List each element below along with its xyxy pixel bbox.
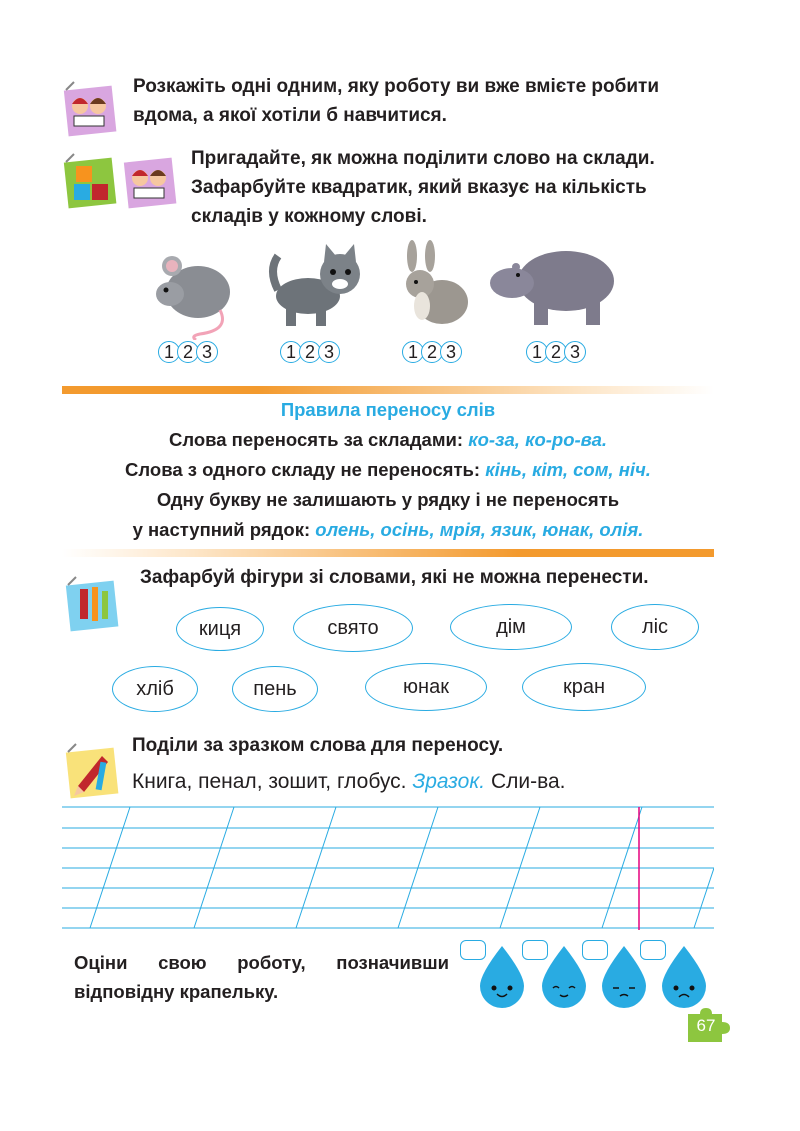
task3-text: Зафарбуй фігури зі словами, які не можна перенести. <box>140 567 649 588</box>
mouse-picture <box>150 250 240 340</box>
rule4-label: у наступний рядок: <box>132 519 311 540</box>
syllable-option-2[interactable]: 2 <box>177 341 199 363</box>
page-number: 67 <box>696 1016 716 1035</box>
syllable-option-1[interactable]: 1 <box>280 341 302 363</box>
paint-brush-icon <box>62 575 118 631</box>
syllable-option-2[interactable]: 2 <box>421 341 443 363</box>
word-oval-lis[interactable]: ліс <box>611 604 699 650</box>
rule1-examples: ко-за, ко-ро-ва. <box>468 429 608 450</box>
task4-title: Поділи за зразком слова для переносу. <box>132 735 504 756</box>
writing-lines[interactable] <box>62 806 714 932</box>
alphabet-blocks-icon <box>60 152 116 208</box>
word-oval-kran[interactable]: кран <box>522 663 646 711</box>
syllable-option-1[interactable]: 1 <box>526 341 548 363</box>
word-oval-dim[interactable]: дім <box>450 604 572 650</box>
syllable-option-3[interactable]: 3 <box>196 341 218 363</box>
content-drop-icon[interactable] <box>536 944 592 1008</box>
task4-words-line <box>132 770 566 794</box>
rule-line-4 <box>62 515 714 545</box>
rules-title: Правила переносу слів <box>280 399 496 420</box>
syllable-choice-hippo[interactable] <box>526 341 583 363</box>
cat-picture <box>268 240 368 332</box>
rule-line-1 <box>62 425 714 455</box>
rabbit-picture <box>388 238 476 330</box>
transfer-rules <box>62 395 714 545</box>
rule4-examples: олень, осінь, мрія, язик, юнак, олія. <box>315 519 644 540</box>
rule1-label: Слова переносять за складами: <box>168 429 464 450</box>
separator-bottom <box>62 549 714 557</box>
rule2-examples: кінь, кіт, сом, ніч. <box>485 459 651 480</box>
happy-drop-icon[interactable] <box>474 944 530 1008</box>
word-oval-pen[interactable]: пень <box>232 666 318 712</box>
syllable-option-3[interactable]: 3 <box>564 341 586 363</box>
syllable-choice-mouse[interactable] <box>158 341 215 363</box>
task4-sample-label: Зразок. <box>412 770 486 793</box>
syllable-choice-rabbit[interactable] <box>402 341 459 363</box>
children-reading-icon-2 <box>120 152 176 208</box>
separator-top <box>62 386 714 394</box>
neutral-drop-icon[interactable] <box>596 944 652 1008</box>
children-reading-icon <box>60 80 116 136</box>
selfcheck-text: Оціни свою роботу, позначивши відповідну крапельку. <box>74 952 449 1002</box>
syllable-option-3[interactable]: 3 <box>440 341 462 363</box>
syllable-option-1[interactable]: 1 <box>158 341 180 363</box>
syllable-option-2[interactable]: 2 <box>299 341 321 363</box>
word-oval-yunak[interactable]: юнак <box>365 663 487 711</box>
syllable-choice-cat[interactable] <box>280 341 337 363</box>
rule-line-2 <box>62 455 714 485</box>
word-oval-kytsia[interactable]: киця <box>176 607 264 651</box>
task1-text: Розкажіть одні одним, яку роботу ви вже вмієте робити вдома, а якої хотіли б навчитися. <box>133 76 660 126</box>
rule-line-3: Одну букву не залишають у рядку і не переносять <box>156 489 620 510</box>
task4-sample-word: Сли-ва. <box>490 770 566 793</box>
task2-text: Пригадайте, як можна поділити слово на склади. Зафарбуйте квадратик, який вказує на кількість складів у кожному слові. <box>191 148 655 227</box>
word-oval-sviato[interactable]: свято <box>293 604 413 652</box>
pencil-icon <box>62 742 118 798</box>
syllable-option-3[interactable]: 3 <box>318 341 340 363</box>
word-oval-khlib[interactable]: хліб <box>112 666 198 712</box>
task4-words: Книга, пенал, зошит, глобус. <box>132 770 407 793</box>
syllable-option-1[interactable]: 1 <box>402 341 424 363</box>
hippo-picture <box>490 245 620 327</box>
rule2-label: Слова з одного складу не переносять: <box>125 459 481 480</box>
syllable-option-2[interactable]: 2 <box>545 341 567 363</box>
sad-drop-icon[interactable] <box>656 944 712 1008</box>
